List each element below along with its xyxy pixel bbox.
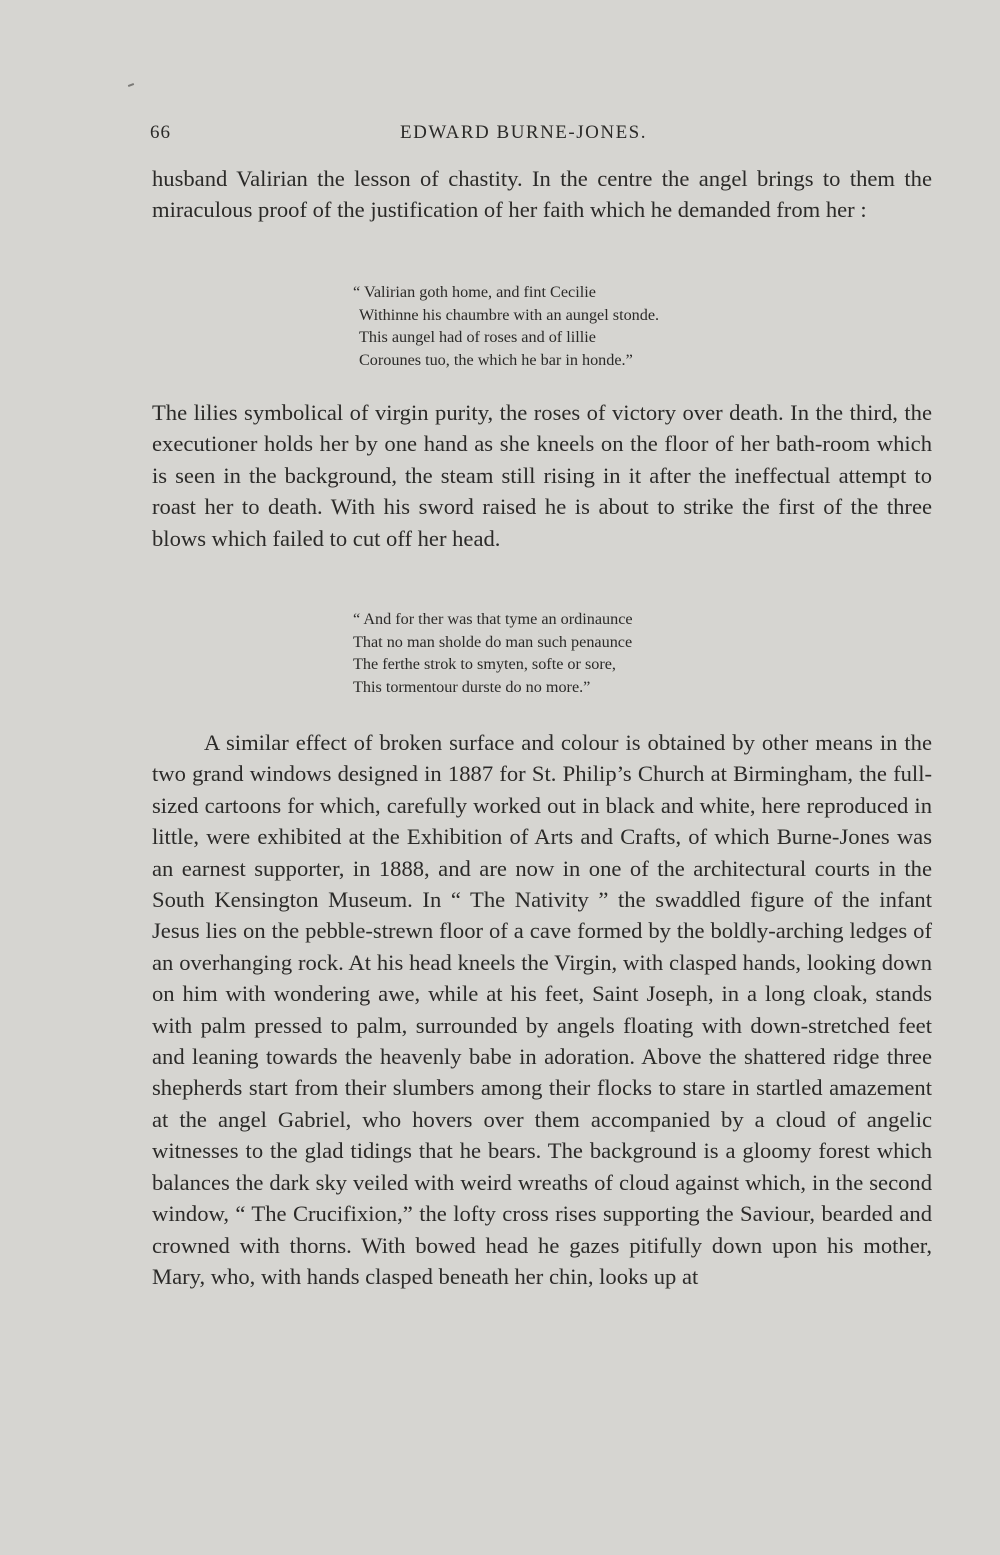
verse-quotation-1 bbox=[353, 281, 803, 371]
verse-line: “ Valirian goth home, and fint Cecilie bbox=[353, 283, 596, 301]
verse-line: This tormentour durste do no more.” bbox=[353, 677, 591, 696]
page-number: 66 bbox=[150, 122, 171, 143]
running-title: EDWARD BURNE-JONES. bbox=[400, 122, 647, 143]
running-head bbox=[150, 122, 790, 152]
paragraph-2: The lilies symbolical of virgin purity, the roses of victory over death. In the third, the executioner holds her by one hand as she kneels on the floor of her bath-room which is seen in the background, the steam still rising in it after the ineffectual attempt to roast her to death. With his sword raised he is about to strike the first of the three blows which failed to cut off her head. bbox=[152, 400, 932, 551]
verse-line: Corounes tuo, the which he bar in honde.” bbox=[359, 350, 633, 369]
verse-line: Withinne his chaumbre with an aungel stonde. bbox=[359, 305, 660, 324]
verse-line: “ And for ther was that tyme an ordinaunce bbox=[353, 610, 633, 628]
verse-line: This aungel had of roses and of lillie bbox=[359, 328, 596, 347]
verse-line: The ferthe strok to smyten, softe or sore, bbox=[353, 655, 616, 674]
paragraph-1: husband Valirian the lesson of chastity. In the centre the angel brings to them the miraculous proof of the justification of her faith which he demanded from her : bbox=[152, 166, 932, 223]
printer-mark bbox=[128, 83, 134, 87]
paragraph-3: A similar effect of broken surface and colour is obtained by other means in the two grand windows designed in 1887 for St. Philip’s Church at Birmingham, the full-sized cartoons for which, carefully worked out in black and white, here reproduced in little, were exhibited at the Exhibition of Arts and Crafts, of which Burne-Jones was an earnest supporter, in 1888, and are now in one of the architectural courts in the South Kensington Museum. In “ The Nativity ” the swaddled figure of the infant Jesus lies on the pebble-strewn floor of a cave formed by the boldly-arching ledges of an overhanging rock. At his head kneels the Virgin, with clasped hands, looking down on him with wondering awe, while at his feet, Saint Joseph, in a long cloak, stands with palm pressed to palm, surrounded by angels floating with down-stretched feet and leaning towards the heavenly babe in adoration. Above the shattered ridge three shepherds start from their slumbers among their flocks to stare in startled amazement at the angel Gabriel, who hovers over them accompanied by a cloud of angelic witnesses to the glad tidings that he bears. The background is a gloomy forest which balances the dark sky veiled with weird wreaths of cloud against which, in the second window, “ The Crucifixion,” the lofty cross rises supporting the Saviour, bearded and crowned with thorns. With bowed head he gazes pitifully down upon his mother, Mary, who, with hands clasped beneath her chin, looks up at bbox=[152, 730, 932, 1289]
verse-quotation-2 bbox=[353, 608, 803, 698]
verse-line: That no man sholde do man such penaunce bbox=[353, 632, 633, 651]
